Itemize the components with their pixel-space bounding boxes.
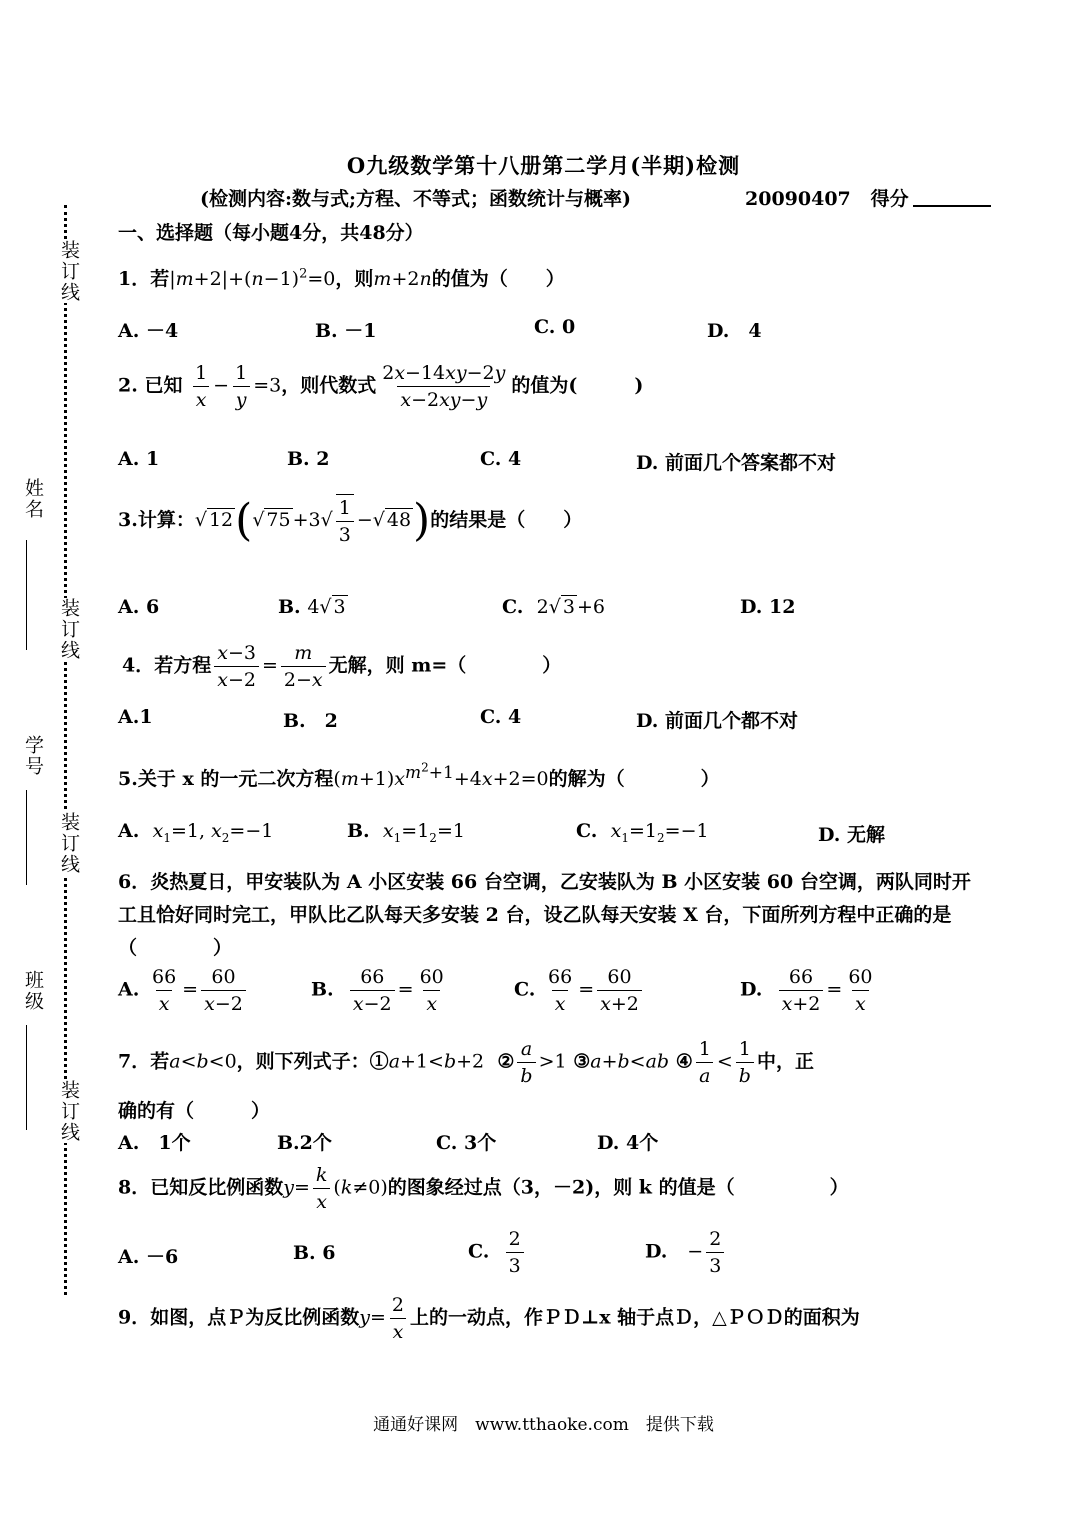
student-no-blank bbox=[26, 790, 27, 885]
q8-option-d: D. − $\frac{2}{3}$ bbox=[645, 1226, 727, 1279]
question-7: 7．若a<b<0，则下列式子：①a+1<b+2 ② $\frac{a}{b}$ >1 ③a+b<ab ④ $\frac{1}{a}$ < $\frac{1}{b}$ 中，正 bbox=[118, 1038, 814, 1087]
q6-option-c: C. $\frac{66}{x}$ = $\frac{60}{x+2}$ bbox=[514, 964, 645, 1017]
q1-expression: m+2n bbox=[373, 268, 432, 290]
question-5: 5.关于 x 的一元二次方程$(m+1)x^{m^2+1}+4x+2=0$的解为（ ） bbox=[118, 760, 720, 790]
score-label: 得分 bbox=[870, 188, 909, 210]
section-heading: 一、选择题（每小题4分，共48分） bbox=[118, 222, 424, 244]
score-blank bbox=[913, 189, 991, 207]
q5-option-a: A. $x_1=1$, $x_2=-1$ bbox=[118, 820, 274, 845]
q4-option-d: D. 前面几个都不对 bbox=[636, 710, 799, 732]
q2-option-c: C. 4 bbox=[480, 448, 522, 470]
q5-option-d: D. 无解 bbox=[818, 824, 886, 846]
question-7-line-2: 确的有（ ） bbox=[118, 1100, 271, 1122]
q3-option-d: D. 12 bbox=[740, 596, 796, 618]
q1-option-b: B. －1 bbox=[315, 320, 377, 342]
question-2: 2. 已知 $\frac{1}{x}$ − $\frac{1}{y}$ =3，则代数式 $\frac{2x-14xy-2y}{x-2xy-y}$ 的值为( ) bbox=[118, 362, 644, 411]
question-9: 9．如图，点Ｐ为反比例函数y= $\frac{2}{x}$ 上的一动点，作ＰＤ⊥x 轴于点Ｄ，△ＰＯＤ的面积为 bbox=[118, 1294, 860, 1343]
q7-option-d: D. 4个 bbox=[597, 1132, 659, 1154]
q8-option-c: C. $\frac{2}{3}$ bbox=[468, 1226, 527, 1279]
q1-option-a: A. －4 bbox=[118, 320, 179, 342]
q2-option-d: D. 前面几个答案都不对 bbox=[636, 452, 837, 474]
q3-option-c: C. 2√ 3 +6 bbox=[502, 596, 605, 618]
binding-label-2: 装订线 bbox=[56, 598, 83, 661]
question-8: 8．已知反比例函数y= $\frac{k}{x}$ (k≠0)的图象经过点（3，－2)，则 k 的值是（ ） bbox=[118, 1164, 849, 1213]
binding-label-4: 装订线 bbox=[56, 1080, 83, 1143]
q4-option-a: A.1 bbox=[118, 706, 153, 728]
q6-option-a: A. $\frac{66}{x}$ = $\frac{60}{x-2}$ bbox=[118, 964, 249, 1017]
q5-option-b: B. $x_1=1_2=1$ bbox=[347, 820, 465, 845]
q4-option-c: C. 4 bbox=[480, 706, 522, 728]
q7-option-c: C. 3个 bbox=[436, 1132, 497, 1154]
q8-option-a: A. －6 bbox=[118, 1246, 179, 1268]
page-footer: 通通好课网 www.tthaoke.com 提供下载 bbox=[373, 1415, 714, 1435]
question-3: 3.计算：√ 12(√ 75 +3√ $\frac{1}{3}$ −√ 48)的结果是（ ） bbox=[118, 495, 583, 546]
exam-subtitle: (检测内容:数与式;方程、不等式；函数统计与概率) bbox=[200, 188, 632, 210]
exam-title: O九级数学第十八册第二学月(半期)检测 bbox=[346, 153, 741, 178]
student-no-label: 学号 bbox=[22, 735, 44, 777]
name-blank bbox=[26, 540, 27, 650]
q3-option-b: B. 4√ 3 bbox=[278, 596, 346, 618]
exam-date: 20090407 bbox=[745, 188, 851, 210]
q1-option-d: D. 4 bbox=[707, 320, 762, 342]
question-4: 4．若方程 $\frac{x-3}{x-2}$ = $\frac{m}{2-x}$ 无解，则 m=（ ） bbox=[122, 642, 562, 691]
q5-option-c: C. $x_1=1_2=-1$ bbox=[576, 820, 709, 845]
q1-option-c: C. 0 bbox=[534, 316, 576, 338]
q1-equation: $|m+2|+(n-1)^2=0$ bbox=[169, 266, 336, 290]
q3-option-a: A. 6 bbox=[118, 596, 160, 618]
q2-option-a: A. 1 bbox=[118, 448, 160, 470]
q7-option-a: A. 1个 bbox=[118, 1132, 191, 1154]
q7-option-b: B.2个 bbox=[277, 1132, 332, 1154]
binding-label-1: 装订线 bbox=[56, 240, 83, 303]
q4-option-b: B. 2 bbox=[283, 710, 338, 732]
q6-option-b: B. $\frac{66}{x-2}$ = $\frac{60}{x}$ bbox=[311, 966, 444, 1015]
question-1: 1．若$|m+2|+(n-1)^2=0$，则m+2n的值为（ ） bbox=[118, 266, 565, 290]
q6-option-d: D. $\frac{66}{x+2}$ = $\frac{60}{x}$ bbox=[740, 966, 873, 1015]
q2-fraction: $\frac{2x-14xy-2y}{x-2xy-y}$ bbox=[382, 362, 506, 411]
binding-label-3: 装订线 bbox=[56, 812, 83, 875]
class-blank bbox=[26, 1025, 27, 1130]
question-6: 6．炎热夏日，甲安装队为 A 小区安装 66 台空调，乙安装队为 B 小区安装 60 台空调，两队同时开工且恰好同时完工，甲队比乙队每天多安装 2 台，设乙队每天安装 X 台，下面所列方程中正确的是（ ） bbox=[118, 871, 971, 959]
name-label: 姓名 bbox=[22, 478, 44, 520]
date-score-line bbox=[745, 184, 991, 211]
q2-option-b: B. 2 bbox=[287, 448, 330, 470]
q8-option-b: B. 6 bbox=[293, 1242, 336, 1264]
class-label: 班级 bbox=[22, 970, 44, 1012]
